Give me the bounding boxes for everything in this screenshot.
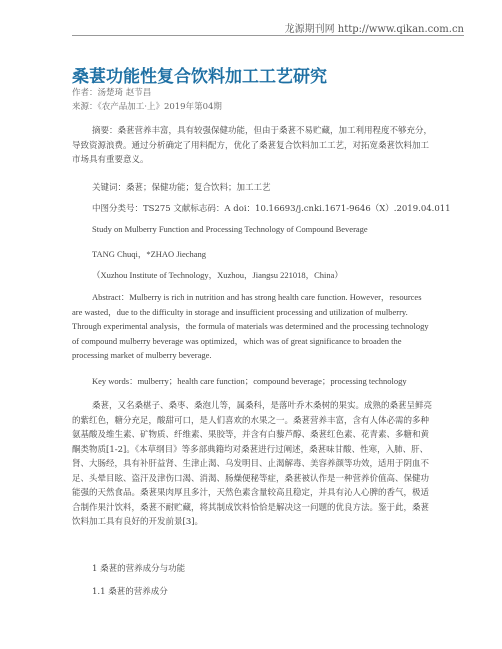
article-title: 桑葚功能性复合饮料加工工艺研究 [72,67,327,87]
keywords-english: Key words：mulberry；health care function；compound beverage；processing technology [92,376,407,386]
article-source: 来源：《农产品加工·上》2019年第04期 [72,102,222,112]
article-authors: 作者：汤楚琦 赵节昌 [72,88,152,98]
authors-english: TANG Chuqi，*ZHAO Jiechang [92,249,207,259]
header-url[interactable]: 龙源期刊网 http://www.qikan.com.cn [284,24,464,35]
abstract-chinese: 摘要：桑葚营养丰富，具有较强保健功能，但由于桑葚不易贮藏，加工利用程度不够充分，导致资源浪费。通过分析确定了用料配方，优化了桑葚复合饮料加工工艺，对拓宽桑葚饮料加工市场具有重要意义。 [72,126,433,165]
affiliation-english: （Xuzhou Institute of Technology，Xuzhou，Jiangsu 221018，China） [92,270,343,280]
section-heading-1: 1 桑葚的营养成分与功能 [92,564,186,574]
body-paragraph: 桑葚，又名桑椹子、桑枣、桑泡儿等，属桑科，是落叶乔木桑树的果实。成熟的桑葚呈鲜亮的紫红色，糖分充足，酸甜可口，是人们喜欢的水果之一。桑葚营养丰富，含有人体必需的多种氨基酸及维生素、矿物质、纤维素、果胶等，并含有白藜芦醇、桑葚红色素、花青素、多糖和黄酮类物质[1-2]。《本草纲目》等多部典籍均对桑葚进行过阐述，桑葚味甘酸、性寒，入肺、肝、肾、大肠经，具有补肝益肾、生津止渴、乌发明目、止渴解毒、美容养颜等功效，适用于阴血不足、头晕目眩、盗汗及津伤口渴、消渴、肠燥便秘等症，桑葚被认作是一种营养价值高、保健功能强的天然食品。桑葚果肉厚且多汁，天然色素含量较高且稳定，并具有沁人心脾的香气，极适合制作果汁饮料，桑葚不耐贮藏，将其制成饮料恰恰是解决这一问题的优良方法。鉴于此，桑葚饮料加工具有良好的开发前景[3]。 [72,401,433,527]
keywords-chinese: 关键词：桑葚；保健功能；复合饮料；加工工艺 [92,183,271,193]
section-heading-1-1: 1.1 桑葚的营养成分 [92,587,168,597]
title-english: Study on Mulberry Function and Processing Technology of Compound Beverage [92,224,368,234]
abstract-english: Abstract：Mulberry is rich in nutrition and has strong health care function. However，resources are wasted，due to the difficulty in storage and insufficient processing and utilization of mulberry. Through experimental analysis，the formula of materials was determined and the processing technology of compound mulberry beverage was optimized，which was of great significance to broaden the processing market of mulberry beverage. [72,292,429,360]
header-divider [72,35,464,36]
classification-doi: 中图分类号：TS275 文献标志码：A doi：10.16693/j.cnki.1671-9646（X）.2019.04.011 [92,204,451,214]
